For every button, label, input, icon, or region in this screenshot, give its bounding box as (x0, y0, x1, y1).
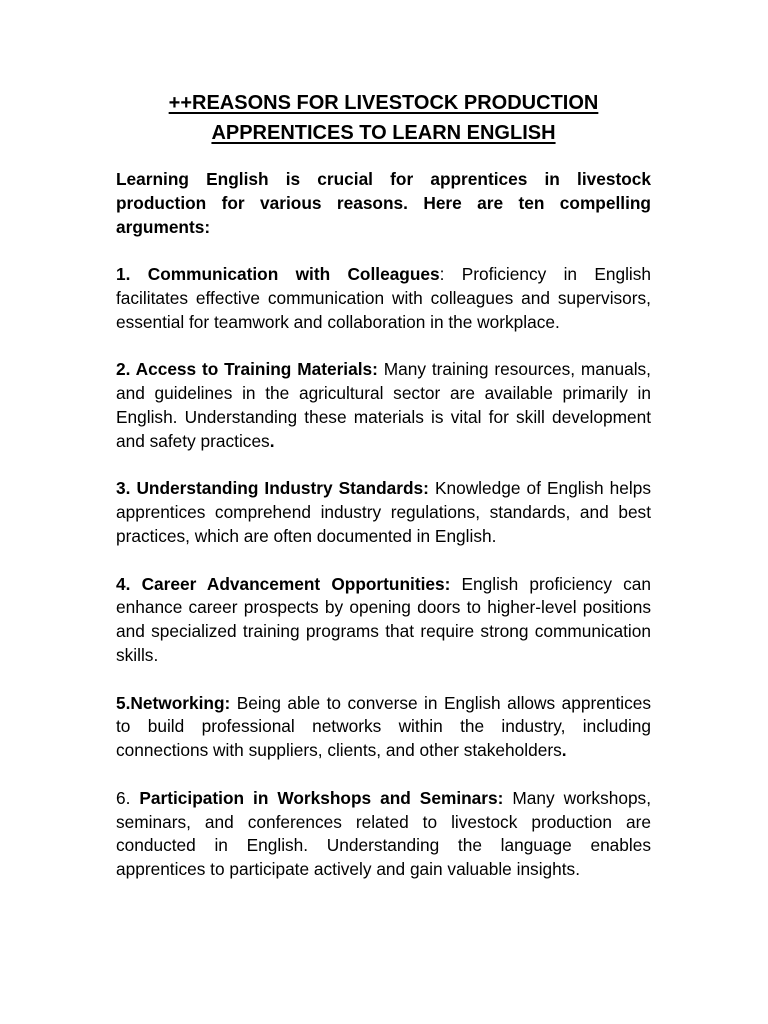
reason-6 (116, 787, 651, 882)
reason-3 (116, 477, 651, 548)
reason-5-tail: . (561, 740, 567, 761)
reason-5 (116, 692, 651, 763)
reason-3-body: Knowledge of English helps apprentices comprehend industry regulations, standards, and best practices, which are often documented in English. (116, 478, 651, 546)
reason-4 (116, 573, 651, 668)
document-title (116, 88, 651, 148)
reason-2 (116, 358, 651, 453)
reason-2-tail: . (269, 430, 275, 451)
title-line-1: ++REASONS FOR LIVESTOCK PRODUCTION (168, 92, 599, 114)
title-line-2: APPRENTICES TO LEARN ENGLISH (211, 122, 556, 144)
reason-3-heading: 3. Understanding Industry Standards: (116, 478, 429, 499)
reason-4-heading: 4. Career Advancement Opportunities: (116, 573, 451, 594)
reason-4-body: English proficiency can enhance career prospects by opening doors to higher-level positions and specialized training programs that require strong communication skills. (116, 573, 651, 665)
reason-6-heading: Participation in Workshops and Seminars: (139, 787, 504, 808)
reason-2-heading: 2. Access to Training Materials: (116, 359, 378, 380)
reason-6-number: 6. (116, 787, 140, 808)
reason-6-body: Many workshops, seminars, and conferences related to livestock production are conducted in English. Understanding the language enables apprentices to participate actively and gain valuable insights. (116, 787, 651, 880)
intro-paragraph: Learning English is crucial for apprentices in livestock production for various reasons. Here are ten compelling arguments: (116, 169, 651, 237)
reason-1-body: Proficiency in English facilitates effective communication with colleagues and supervisors, essential for teamwork and collaboration in the workplace. (116, 264, 651, 332)
reason-2-body: Many training resources, manuals, and guidelines in the agricultural sector are available primarily in English. Understanding these materials is vital for skill development and safety practices (116, 359, 651, 451)
reason-4-separator (450, 574, 461, 594)
reason-6-separator (503, 788, 512, 808)
reason-5-body: Being able to converse in English allows apprentices to build professional networks within the industry, including connections with suppliers, clients, and other stakeholders (116, 692, 651, 761)
reason-1-heading: 1. Communication with Colleagues (116, 264, 440, 285)
reason-5-heading: 5.Networking: (116, 692, 231, 713)
reason-1-separator: : (439, 264, 462, 285)
document-page (116, 88, 651, 906)
reason-1 (116, 263, 651, 334)
